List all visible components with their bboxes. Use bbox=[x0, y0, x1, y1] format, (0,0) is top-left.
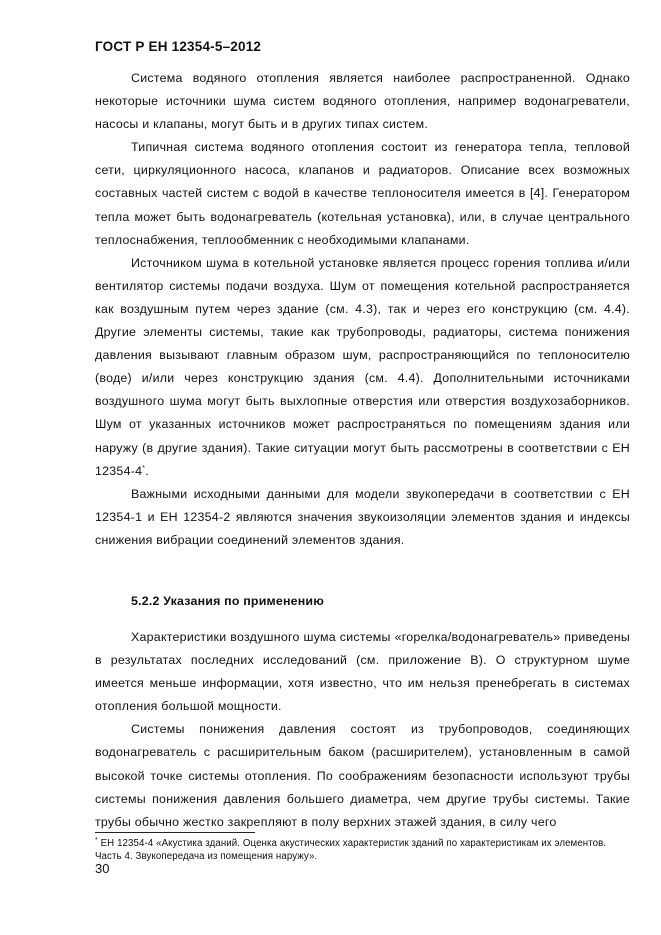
footnote-separator bbox=[95, 832, 255, 833]
page-content bbox=[95, 67, 630, 834]
paragraph-with-footnote bbox=[95, 252, 630, 483]
paragraph-text: Источником шума в котельной установке является процесс горения топлива и/или вентилятор системы подачи воздуха. Шум от помещения котельной распространяется как воздушным путем через здание (см. 4.3), так и через его конструкцию (см. 4.4). Другие элементы системы, такие как трубопроводы, радиаторы, система понижения давления вызывают главным образом шум, распространяющийся по теплоносителю (воде) и/или через конструкцию здания (см. 4.4). Дополнительными источниками воздушного шума могут быть выхлопные отверстия или отверстия воздухозаборников. Шум от указанных источников может распространяться по помещениям здания или наружу (в другие здания). Такие ситуации могут быть рассмотрены в соответствии с ЕН 12354-4 bbox=[95, 255, 630, 478]
footnote-reference[interactable]: * bbox=[142, 464, 146, 472]
paragraph: Характеристики воздушного шума системы «горелка/водонагреватель» приведены в результатах последних исследований (см. приложение В). О структурном шуме имеется меньше информации, хотя известно, что им нельзя пренебрегать в системах отопления большой мощности. bbox=[95, 629, 630, 714]
paragraph-end: . bbox=[145, 463, 149, 478]
page-header bbox=[95, 39, 261, 54]
paragraph: Система водяного отопления является наиболее распространенной. Однако некоторые источники шума систем водяного отопления, например водонагреватели, насосы и клапаны, могут быть и в других типах систем. bbox=[95, 71, 630, 132]
paragraph: Типичная система водяного отопления состоит из генератора тепла, тепловой сети, циркуляционного насоса, клапанов и радиаторов. Описание всех возможных составных частей систем с водой в качестве теплоносителя имеется в [4]. Генератором тепла может быть водонагреватель (котельная установка), или, в случае центрального теплоснабжения, теплообменник с необходимыми клапанами. bbox=[95, 140, 630, 247]
footnote-mark: * bbox=[95, 836, 98, 844]
document-code: ГОСТ Р ЕН 12354-5–2012 bbox=[95, 39, 262, 54]
paragraph: Важными исходными данными для модели звукопередачи в соответствии с ЕН 12354-1 и ЕН 12354-2 являются значения звукоизоляции элементов здания и индексы снижения вибрации соединений элементов здания. bbox=[95, 486, 630, 547]
page-number: 30 bbox=[95, 861, 110, 876]
footnote bbox=[95, 838, 630, 863]
paragraph: Системы понижения давления состоят из трубопроводов, соединяющих водонагреватель с расширительным баком (расширителем), установленным в самой высокой точке системы отопления. По соображениям безопасности используют трубы системы понижения давления большего диаметра, чем другие трубы системы. Такие трубы обычно жестко закрепляют в полу верхних этажей здания, в силу чего bbox=[95, 722, 630, 829]
section-heading: 5.2.2 Указания по применению bbox=[131, 593, 325, 608]
footnote-text: ЕН 12354-4 «Акустика зданий. Оценка акустических характеристик зданий по характеристикам их элементов. Часть 4. Звукопередача из помещения наружу». bbox=[95, 838, 607, 862]
